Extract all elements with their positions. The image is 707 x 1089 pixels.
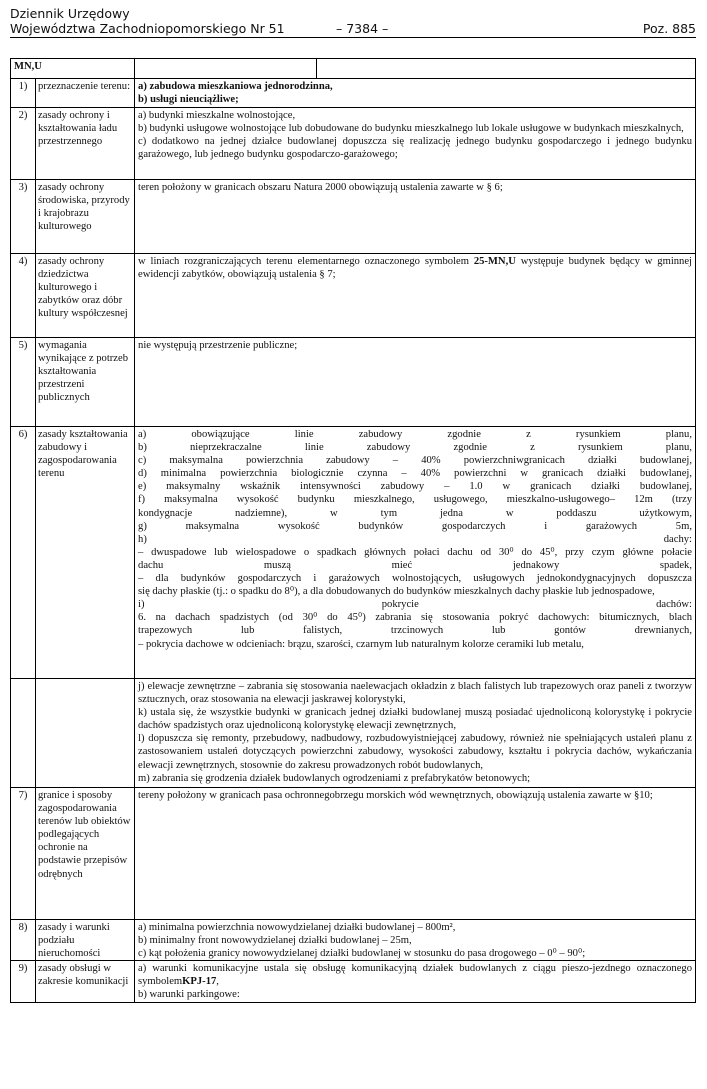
table-row [11, 961, 696, 1002]
table-row [11, 338, 696, 427]
row-number: 9) [11, 961, 36, 1002]
content-line: i) pokrycie dachów: [138, 599, 692, 611]
content-line: l) dopuszcza się remonty, przebudowy, nadbudowy, rozbudowyistniejącej zabudowy, również nie spełniających ustaleń planu z zastosowaniem ustaleń dotyczących powierzchni zabudowy, wysokości zabudowy, kształtu i pokrycia dachów, wykańczania elewacji zewnętrznych, stosownie do zakresu prowadzonych robót budowlanych, [138, 733, 692, 771]
row-label [36, 679, 135, 788]
row-label: zasady kształtowania zabudowy i zagospodarowania terenu [36, 427, 135, 679]
table-title-row [11, 59, 696, 79]
content-line: h) dachy: [138, 533, 692, 545]
content-line: – pokrycia dachowe w odcieniach: brązu, szarości, czarnym lub naturalnym kolorze ceramiki lub metalu, [138, 638, 584, 650]
content-text: występuje budynek będący w gminnej ewidencji zabytków, obowiązują ustalenia § 7; [138, 256, 692, 281]
row-content [135, 788, 696, 920]
row-label: zasady ochrony środowiska, przyrody i krajobrazu kulturowego [36, 180, 135, 254]
row-number: 4) [11, 254, 36, 338]
table-row [11, 79, 696, 108]
content-line: c) dodatkowo na jednej działce budowlanej dopuszcza się realizację jednego budynku gospodarczego i jednego budynku garażowego, lub jednego budynku gospodarczo-garażowego; [138, 136, 692, 161]
content-line: a) obowiązujące linie zabudowy zgodnie z rysunkiem planu, [138, 429, 692, 440]
content-line [138, 93, 692, 106]
content-line: m) zabrania się grodzenia działek budowlanych ogrodzeniami z prefabrykatów betonowych; [138, 772, 531, 784]
row-number: 2) [11, 108, 36, 180]
page-header [10, 6, 696, 38]
content-line: j) elewacje zewnętrzne – zabrania się stosowania naelewacjach okładzin z blach falistych lub trapezowych oraz paneli z tworzyw sztucznych, oraz stosowania na elewacji jaskrawej kolorystyki, [138, 681, 692, 706]
row-label: zasady ochrony dziedzictwa kulturowego i zabytków oraz dóbr kultury współczesnej [36, 254, 135, 338]
content-line [138, 80, 692, 93]
content-line: 6. na dachach spadzistych (od 30⁰ do 45⁰) zabrania się stosowania pokryć dachowych: bitumicznych, blach [138, 612, 692, 624]
content-bold-text: a) zabudowa mieszkaniowa jednorodzinna, [138, 81, 333, 92]
content-line: trapezowych lub falistych, trzcinowych lub gontów drewnianych, [138, 625, 692, 637]
content-line [138, 962, 692, 988]
content-line: dachu muszą mieć jednakowy spadek, [138, 559, 692, 571]
row-content [135, 427, 696, 679]
row-content [135, 338, 696, 427]
content-line: c) kąt położenia granicy nowowydzielanej działki budowlanej w stosunku do pasa drogowego – 0⁰ – 90⁰; [138, 948, 586, 960]
content-bold-text: b) usługi nieuciążliwe; [138, 94, 239, 106]
content-line: tereny położony w granicach pasa ochronnegobrzegu morskich wód wewnętrznych, obowiązują ustalenia zawarte w §10; [138, 790, 653, 801]
row-content [135, 920, 696, 961]
journal-title: Dziennik Urzędowy [10, 6, 130, 21]
content-line: teren położony w granicach obszaru Natura 2000 obowiązują ustalenia zawarte w § 6; [138, 182, 503, 193]
table-row [11, 254, 696, 338]
content-text: , [216, 976, 219, 988]
content-line: f) maksymalna wysokość budynku mieszkalnego, usługowego, mieszkalno-usługowego– 12m (trzy [138, 494, 692, 506]
content-bold-text: 25-MN,U [473, 256, 516, 267]
row-number: 1) [11, 79, 36, 108]
content-text: w liniach rozgraniczających terenu elementarnego oznaczonego symbolem [138, 256, 474, 267]
content-line: – dwuspadowe lub wielospadowe o spadkach głównych połaci dachu od 30⁰ do 45⁰, przy czym główne połacie [138, 546, 692, 558]
row-number: 3) [11, 180, 36, 254]
page-number: – 7384 – [336, 21, 389, 36]
row-label: wymagania wynikające z potrzeb kształtowania przestrzeni publicznych [36, 338, 135, 427]
empty-cell [135, 59, 317, 79]
row-label: granice i sposoby zagospodarowania terenów lub obiektów podlegających ochronie na podstawie przepisów odrębnych [36, 788, 135, 920]
header-line [10, 21, 696, 38]
row-number: 5) [11, 338, 36, 427]
journal-voivodeship: Województwa Zachodniopomorskiego Nr 51 [10, 21, 285, 36]
content-line: się dachy płaskie (tj.: o spadku do 8⁰), a dla dobudowanych do budynków mieszkalnych dachy płaskie lub jednospadowe, [138, 586, 655, 598]
row-number: 8) [11, 920, 36, 961]
content-line: kondygnacje nadziemne), w tym jedna w poddaszu użytkowym, [138, 507, 692, 519]
table-row [11, 920, 696, 961]
row-label: zasady obsługi w zakresie komunikacji [36, 961, 135, 1002]
row-content [135, 180, 696, 254]
zone-symbol: MN,U [11, 59, 135, 79]
table-row [11, 180, 696, 254]
row-content [135, 108, 696, 180]
row-label: przeznaczenie terenu: [36, 79, 135, 108]
content-line: e) maksymalny wskaźnik intensywności zabudowy – 1.0 w granicach działki budowlanej, [138, 481, 692, 493]
table-row [11, 427, 696, 679]
table-row [11, 788, 696, 920]
row-content [135, 961, 696, 1002]
row-content [135, 679, 696, 788]
table-row [11, 108, 696, 180]
content-line: k) ustala się, że wszystkie budynki w granicach jednej działki budowlanej muszą posiadać ujednoliconą kolorystykę i pokrycie dachów spadzistych oraz ujednoliconą kolorystykę elewacji zewnętrznych, [138, 707, 692, 732]
content-line: b) minimalny front nowowydzielanej działki budowlanej – 25m, [138, 935, 412, 947]
row-number [11, 679, 36, 788]
content-line [138, 255, 692, 281]
content-line: a) minimalna powierzchnia nowowydzielanej działki budowlanej – 800m², [138, 922, 456, 933]
content-line: nie występują przestrzenie publiczne; [138, 340, 298, 351]
position-number: Poz. 885 [642, 21, 696, 36]
table-row [11, 679, 696, 788]
regulation-table [10, 58, 696, 1003]
row-label: zasady i warunki podziału nieruchomości [36, 920, 135, 961]
row-label: zasady ochrony i kształtowania ładu przestrzennego [36, 108, 135, 180]
row-number: 6) [11, 427, 36, 679]
content-line: g) maksymalna wysokość budynków gospodarczych i garażowych 5m, [138, 520, 692, 532]
content-line: b) nieprzekraczalne linie zabudowy zgodnie z rysunkiem planu, [138, 442, 692, 454]
content-line: d) minimalna powierzchnia biologicznie czynna – 40% powierzchni w granicach działki budowlanej, [138, 468, 692, 480]
content-line: b) budynki usługowe wolnostojące lub dobudowane do budynku mieszkalnego lub lokale usługowe w budynkach mieszkalnych, [138, 123, 684, 135]
content-line: a) budynki mieszkalne wolnostojące, [138, 110, 296, 121]
empty-cell [317, 59, 696, 79]
content-bold-text: KPJ-17 [182, 976, 217, 988]
row-number: 7) [11, 788, 36, 920]
content-line: c) maksymalna powierzchnia zabudowy – 40% powierzchniwgranicach działki budowlanej, [138, 455, 692, 467]
row-content [135, 254, 696, 338]
content-text: a) warunki komunikacyjne ustala się obsługę komunikacyjną działek budowlanych z ciągu pieszo-jezdnego oznaczonego symbolem [138, 963, 692, 988]
content-line: – dla budynków gospodarczych i garażowych wolnostojących, usługowych jednokondygnacyjnych dopuszcza [138, 573, 692, 585]
content-line: b) warunki parkingowe: [138, 989, 240, 1001]
row-content [135, 79, 696, 108]
